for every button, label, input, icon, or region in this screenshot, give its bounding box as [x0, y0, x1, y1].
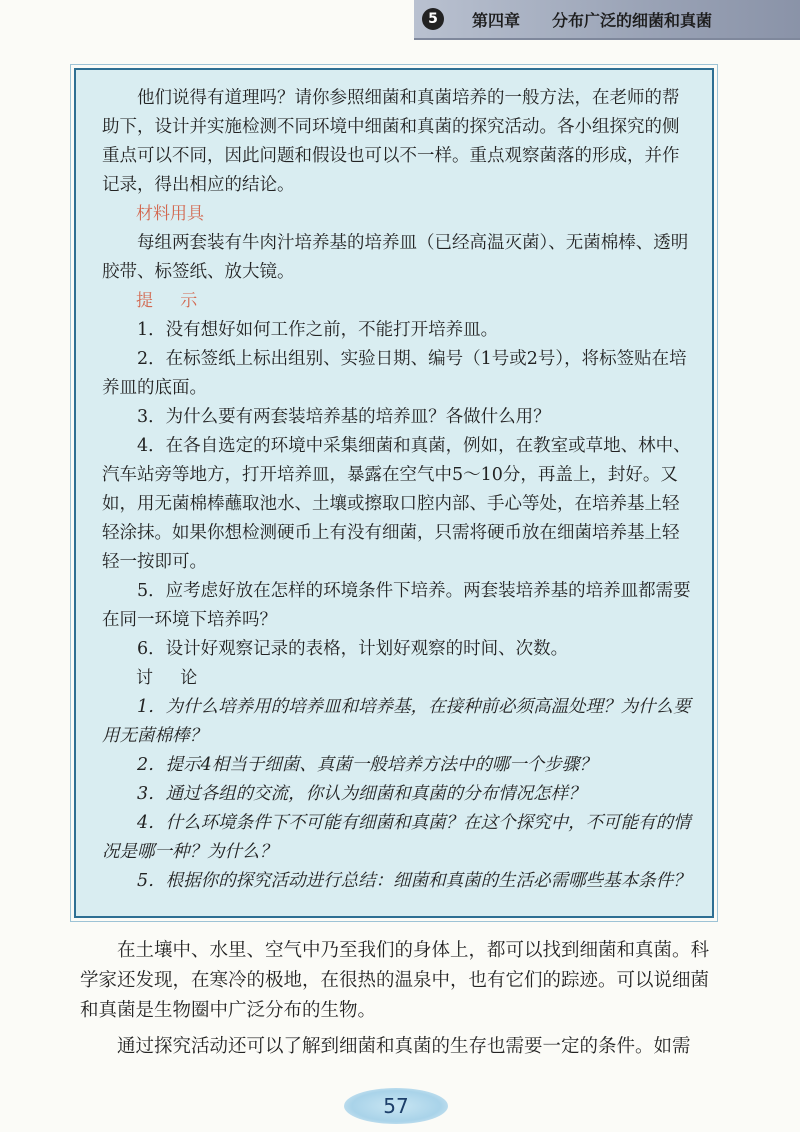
main-body-text	[80, 936, 720, 1062]
activity-intro: 他们说得有道理吗？请你参照细菌和真菌培养的一般方法，在老师的帮助下，设计并实施检测不同环境中细菌和真菌的探究活动。各小组探究的侧重点可以不同，因此问题和假设也可以不一样。重点观察菌落的形成，并作记录，得出相应的结论。	[102, 88, 680, 195]
discussion-item: 5．根据你的探究活动进行总结：细菌和真菌的生活必需哪些基本条件？	[137, 871, 691, 891]
discussion-item: 3．通过各组的交流，你认为细菌和真菌的分布情况怎样？	[137, 784, 586, 804]
tip-item: 5．应考虑好放在怎样的环境条件下培养。两套装培养基的培养皿都需要在同一环境下培养吗？	[102, 581, 691, 630]
tip-item: 6．设计好观察记录的表格，计划好观察的时间、次数。	[137, 639, 569, 659]
tip-item: 2．在标签纸上标出组别、实验日期、编号（1号或2号），将标签贴在培养皿的底面。	[102, 349, 687, 398]
tip-item: 4．在各自选定的环境中采集细菌和真菌，例如，在教室或草地、林中、汽车站旁等地方，打开培养皿，暴露在空气中5～10分，再盖上，封好。又如，用无菌棉棒蘸取池水、土壤或擦取口腔内部、手心等处，在培养基上轻轻涂抹。如果你想检测硬币上有没有细菌，只需将硬币放在细菌培养基上轻轻一按即可。	[102, 436, 691, 572]
tip-item: 1．没有想好如何工作之前，不能打开培养皿。	[137, 320, 499, 340]
materials-text: 每组两套装有牛肉汁培养基的培养皿（已经高温灭菌）、无菌棉棒、透明胶带、标签纸、放大镜。	[102, 233, 689, 282]
discussion-item: 2．提示4相当于细菌、真菌一般培养方法中的哪一个步骤？	[137, 755, 597, 775]
chapter-title: 分布广泛的细菌和真菌	[552, 10, 713, 30]
tips-heading: 提示	[136, 291, 225, 311]
body-paragraph: 通过探究活动还可以了解到细菌和真菌的生存也需要一定的条件。如需	[117, 1036, 691, 1057]
materials-heading: 材料用具	[136, 204, 204, 224]
discussion-item: 1．为什么培养用的培养皿和培养基，在接种前必须高温处理？为什么要用无菌棉棒？	[102, 697, 691, 746]
chapter-number-badge: 5	[422, 8, 444, 30]
inquiry-activity-panel	[74, 68, 714, 918]
chapter-label: 第四章	[472, 10, 521, 30]
discussion-item: 4．什么环境条件下不可能有细菌和真菌？在这个探究中，不可能有的情况是哪一种？为什么？	[102, 813, 691, 862]
chapter-header	[414, 0, 800, 40]
discussion-heading: 讨论	[136, 668, 225, 688]
page-number: 57	[344, 1088, 448, 1124]
body-paragraph: 在土壤中、水里、空气中乃至我们的身体上，都可以找到细菌和真菌。科学家还发现，在寒冷的极地，在很热的温泉中，也有它们的踪迹。可以说细菌和真菌是生物圈中广泛分布的生物。	[80, 940, 710, 1021]
tip-item: 3．为什么要有两套装培养基的培养皿？各做什么用？	[137, 407, 551, 427]
